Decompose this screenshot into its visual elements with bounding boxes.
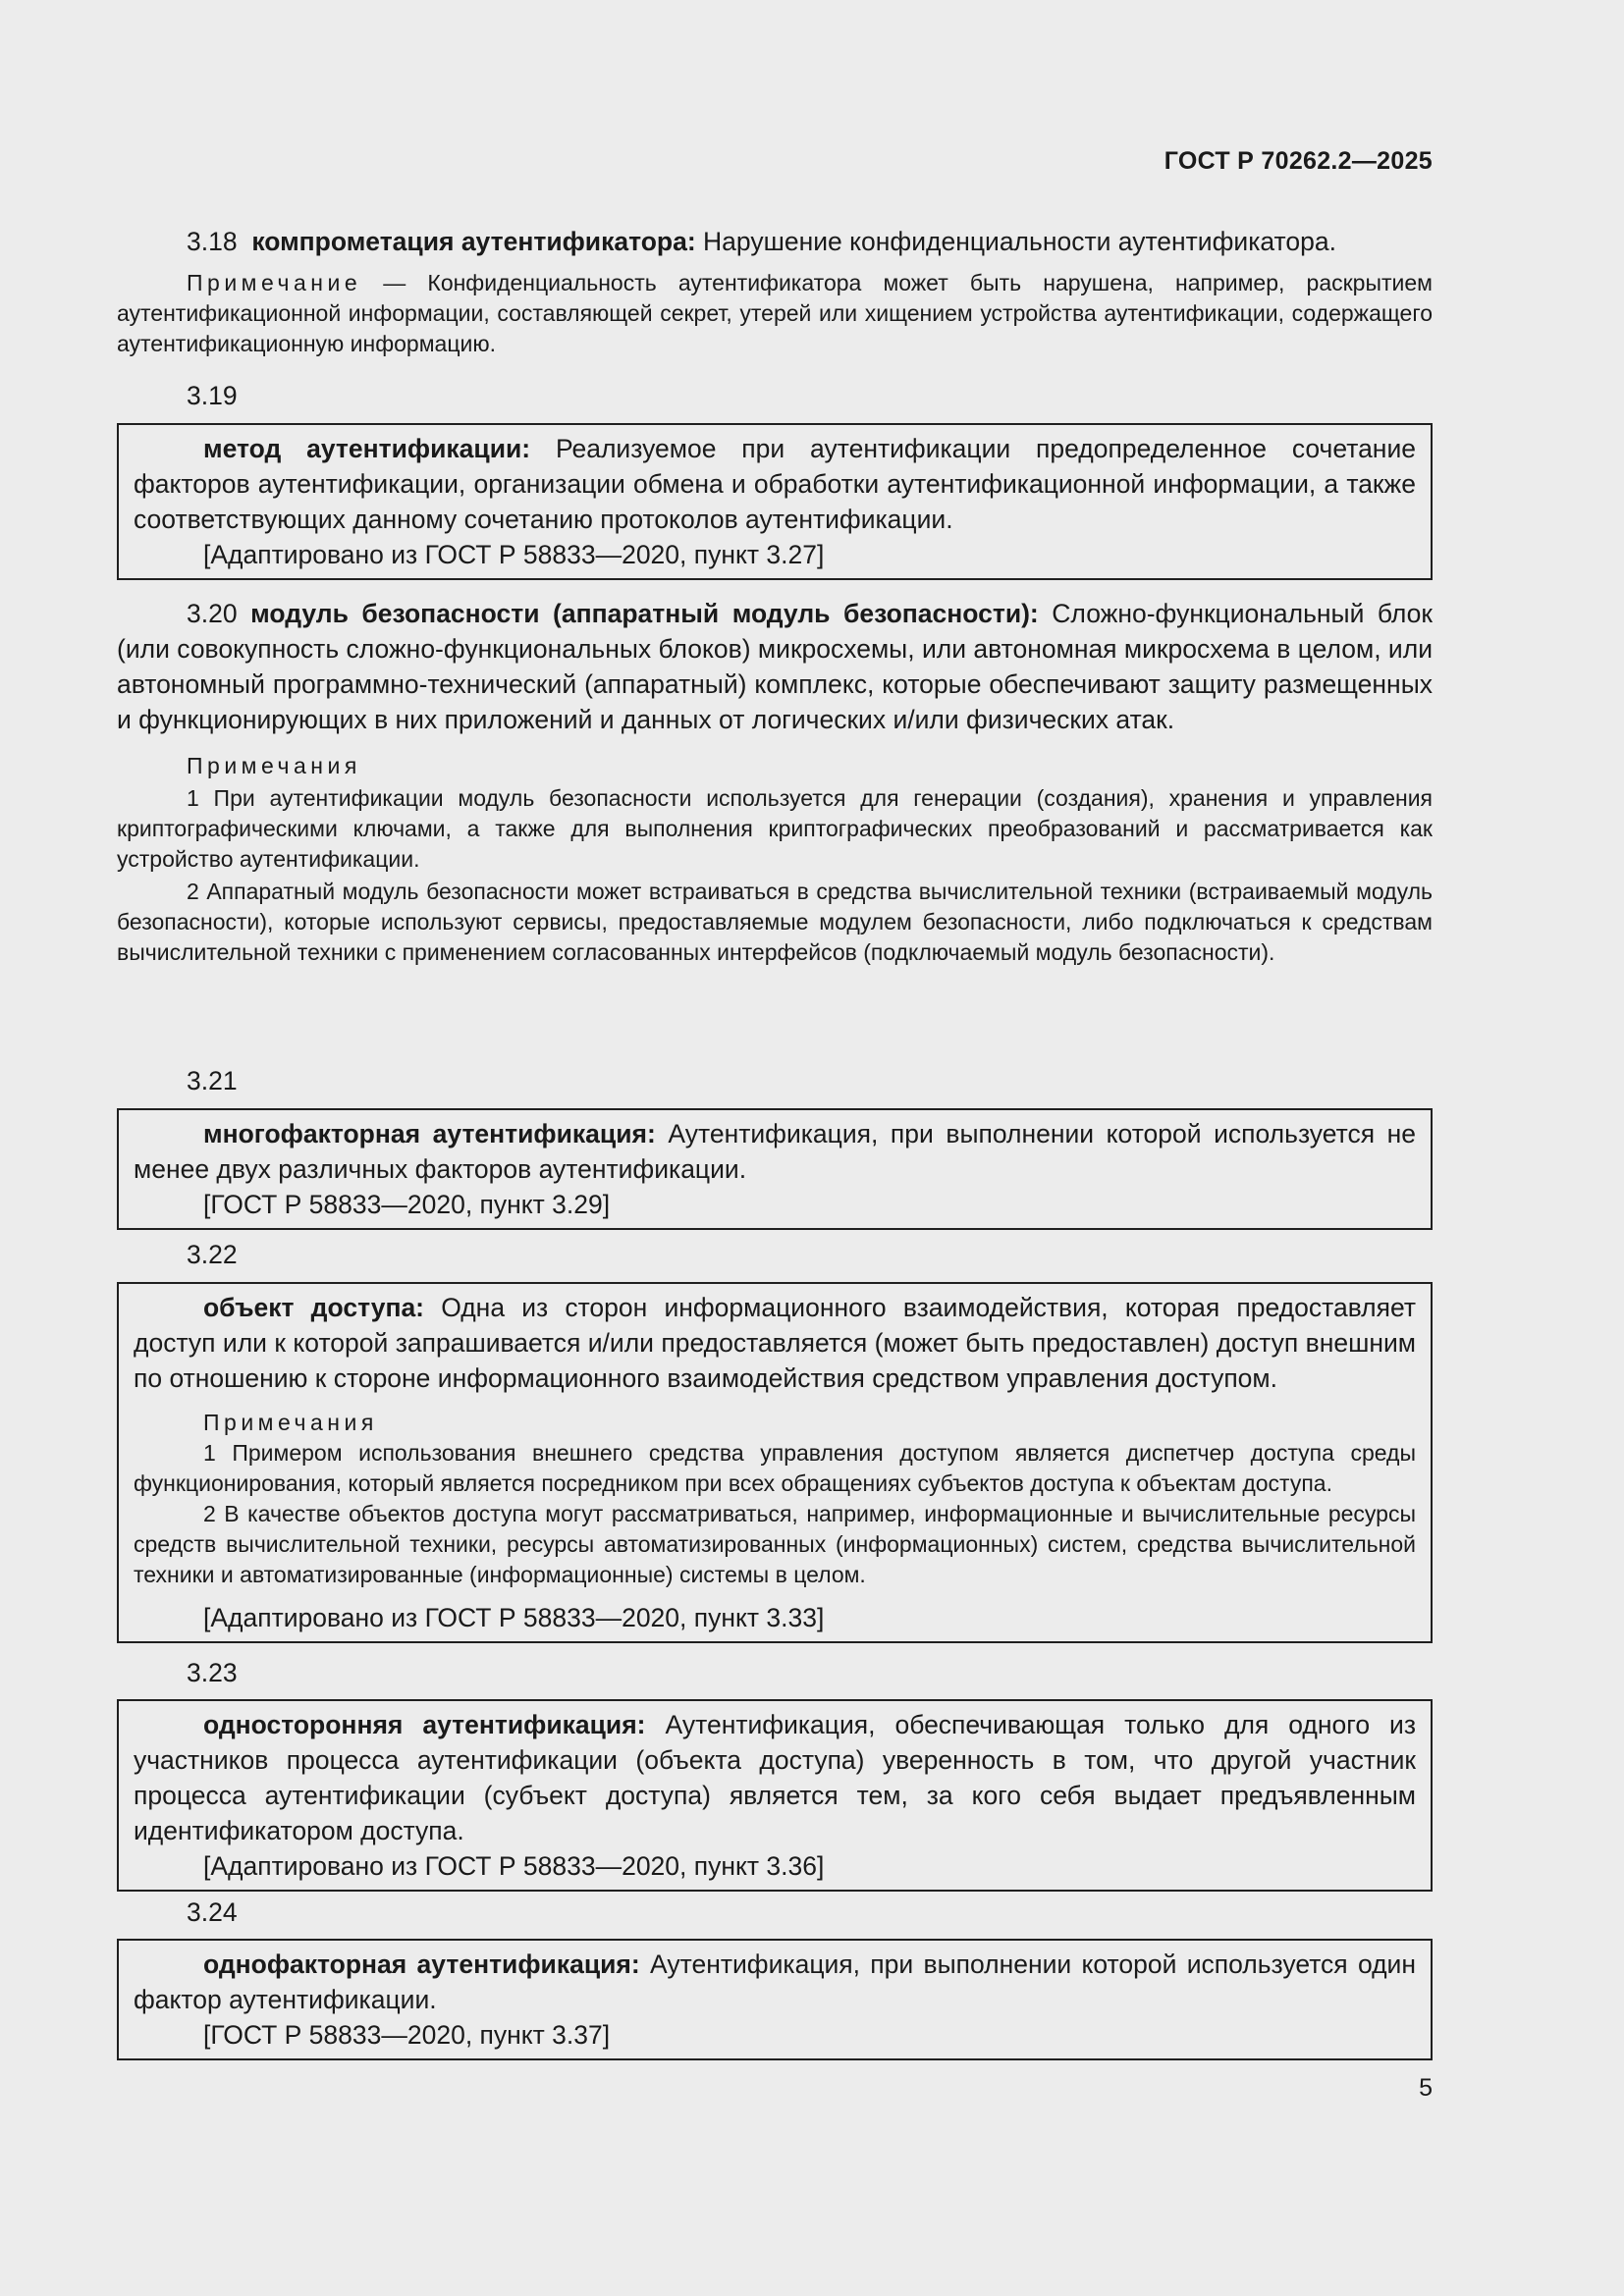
term-name: компрометация аутентификатора: [251, 227, 696, 256]
term-box-3-21 [117, 1108, 1433, 1230]
term-definition: Нарушение конфиденциальности аутентификатора. [703, 227, 1336, 256]
term-3-18 [117, 224, 1433, 259]
term-box-3-22 [117, 1282, 1433, 1643]
note-2: 2 Аппаратный модуль безопасности может встраиваться в средства вычислительной техники (встраиваемый модуль безопасности), которые используют сервисы, предоставляемые модулем безопасности, либо подключаться к средствам вычислительной техники с применением согласованных интерфейсов (подключаемый модуль безопасности). [117, 879, 1433, 965]
source-reference: [Адаптировано из ГОСТ Р 58833—2020, пункт 3.36] [203, 1851, 825, 1881]
note-text: — Конфиденциальность аутентификатора может быть нарушена, например, раскрытием аутентификационной информации, составляющей секрет, утерей или хищением устройства аутентификации, содержащего аутентификационную информацию. [117, 270, 1433, 356]
term-definition: Аутентификация, при выполнении которой используется не менее двух различных факторов аутентификации. [134, 1119, 1416, 1184]
term-3-21 [134, 1116, 1416, 1187]
section-number: 3.22 [187, 1240, 238, 1269]
term-number-3-19 [117, 378, 1433, 413]
term-name: односторонняя аутентификация: [203, 1710, 646, 1739]
source-reference: [Адаптировано из ГОСТ Р 58833—2020, пункт 3.27] [203, 540, 825, 569]
term-3-22 [134, 1290, 1416, 1396]
section-number: 3.19 [187, 381, 238, 410]
note-3-18 [117, 268, 1433, 359]
term-name: объект доступа: [203, 1293, 425, 1322]
term-name: однофакторная аутентификация: [203, 1949, 640, 1979]
term-box-3-24 [117, 1939, 1433, 2060]
section-number: 3.24 [187, 1897, 238, 1927]
term-definition: Аутентификация, при выполнении которой используется один фактор аутентификации. [134, 1949, 1416, 2014]
term-number-3-22 [117, 1237, 1433, 1272]
term-name: модуль безопасности (аппаратный модуль безопасности): [250, 599, 1039, 628]
term-definition: Реализуемое при аутентификации предопределенное сочетание факторов аутентификации, организации обмена и обработки аутентификационной информации, а также соответствующих данному сочетанию протоколов аутентификации. [134, 434, 1416, 534]
term-box-3-19 [117, 423, 1433, 580]
notes-label [117, 751, 1433, 781]
term-number-3-21 [117, 1063, 1433, 1098]
term-3-19 [134, 431, 1416, 537]
section-3-18 [117, 224, 1433, 359]
section-number: 3.21 [187, 1066, 238, 1095]
section-3-20 [117, 596, 1433, 968]
notes-label [134, 1408, 1416, 1438]
note-1: 1 При аутентификации модуль безопасности используется для генерации (создания), хранения и управления криптографическими ключами, а также для выполнения криптографических преобразований и рассматривается как устройство аутентификации. [117, 785, 1433, 872]
document-code-header: ГОСТ Р 70262.2—2025 [1164, 147, 1433, 175]
term-3-24 [134, 1947, 1416, 2017]
term-number: 3.18 [187, 227, 238, 256]
notes-label-text: Примечания [187, 753, 361, 778]
term-definition: Аутентификация, обеспечивающая только для одного из участников процесса аутентификации (объекта доступа) уверенность в том, что другой участник процесса аутентификации (субъект доступа) является тем, за кого себя выдает предъявленным идентификатором доступа. [134, 1710, 1417, 1845]
term-number: 3.20 [187, 599, 238, 628]
source-reference: [ГОСТ Р 58833—2020, пункт 3.29] [203, 1190, 611, 1219]
term-3-20 [117, 596, 1433, 737]
note-label: Примечание [187, 270, 362, 295]
note-1: 1 Примером использования внешнего средства управления доступом является диспетчер доступа среды функционирования, который является посредником при всех обращениях субъектов доступа к объектам доступа. [134, 1440, 1416, 1496]
term-number-3-24 [117, 1895, 1433, 1930]
notes-label-text: Примечания [203, 1410, 378, 1435]
term-box-3-23 [117, 1699, 1433, 1892]
term-name: метод аутентификации: [203, 434, 531, 463]
term-definition: Сложно-функциональный блок (или совокупность сложно-функциональных блоков) микросхемы, или автономная микросхема в целом, или автономный программно-технический (аппаратный) комплекс, которые обеспечивают защиту размещенных и функционирующих в них приложений и данных от логических и/или физических атак. [117, 599, 1433, 734]
term-name: многофакторная аутентификация: [203, 1119, 656, 1148]
source-reference: [ГОСТ Р 58833—2020, пункт 3.37] [203, 2020, 611, 2050]
page-number: 5 [1419, 2074, 1433, 2102]
term-3-23 [134, 1707, 1416, 1848]
note-2: 2 В качестве объектов доступа могут рассматриваться, например, информационные и вычислительные ресурсы средств вычислительной техники, ресурсы автоматизированных (информационных) систем, средства вычислительной техники и автоматизированные (информационные) системы в целом. [134, 1501, 1416, 1587]
section-number: 3.23 [187, 1658, 238, 1687]
term-definition: Одна из сторон информационного взаимодействия, которая предоставляет доступ или к которой запрашивается и/или предоставляется (может быть предоставлен) доступ внешним по отношению к стороне информационного взаимодействия средством управления доступом. [134, 1293, 1416, 1393]
source-reference: [Адаптировано из ГОСТ Р 58833—2020, пункт 3.33] [203, 1603, 825, 1632]
term-number-3-23 [117, 1655, 1433, 1690]
